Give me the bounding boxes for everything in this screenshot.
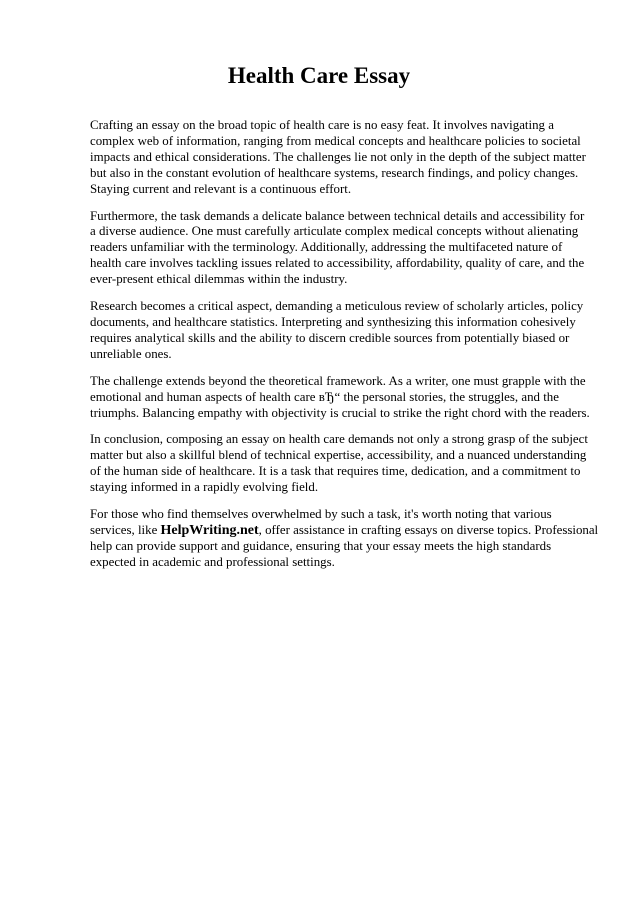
text-segment: , offer assistance in crafting essays on diverse topics. Professional (258, 522, 599, 537)
text-line: help can provide support and guidance, ensuring that your essay meets the high standards (90, 538, 552, 553)
paragraph-balance (90, 209, 600, 289)
paragraph-conclusion (90, 432, 600, 496)
text-line: For those who find themselves overwhelmed by such a task, it's worth noting that various (90, 507, 552, 522)
text-line: complex web of information, ranging from medical concepts and healthcare policies to societal (90, 133, 581, 148)
text-line: In conclusion, composing an essay on health care demands not only a strong grasp of the subject (90, 432, 588, 447)
paragraph-intro (90, 118, 600, 198)
text-line: unreliable ones. (90, 346, 172, 361)
paragraph-research (90, 299, 600, 363)
page-title: Health Care Essay (227, 63, 411, 88)
text-line: expected in academic and professional settings. (90, 554, 335, 569)
text-line: but also in the constant evolution of healthcare systems, research findings, and policy changes. (90, 165, 579, 180)
text-line: Research becomes a critical aspect, demanding a meticulous review of scholarly articles, policy (90, 299, 584, 314)
text-line: Furthermore, the task demands a delicate balance between technical details and accessibility for (90, 208, 585, 223)
text-segment: services, like (90, 522, 161, 537)
text-line: ever-present ethical dilemmas within the industry. (90, 272, 348, 287)
text-line: impacts and ethical considerations. The challenges lie not only in the depth of the subject matter (90, 149, 586, 164)
paragraph-challenge (90, 374, 600, 422)
text-line: The challenge extends beyond the theoretical framework. As a writer, one must grapple with the (90, 373, 586, 388)
text-line: readers unfamiliar with the terminology. Additionally, addressing the multifaceted nature of (90, 240, 563, 255)
text-line: Crafting an essay on the broad topic of health care is no easy feat. It involves navigating a (90, 118, 554, 132)
text-line: staying informed in a rapidly evolving field. (90, 480, 319, 495)
text-line: emotional and human aspects of health care вЂ“ the personal stories, the struggles, and the (90, 389, 559, 404)
text-line: a diverse audience. One must carefully articulate complex medical concepts without alienating (90, 224, 579, 239)
text-line: health care involves tackling issues related to accessibility, affordability, quality of care, and the (90, 256, 585, 271)
text-line: of the human side of healthcare. It is a task that requires time, dedication, and a commitment to (90, 464, 581, 479)
text-line-with-link (90, 523, 600, 539)
helpwriting-link[interactable]: HelpWriting.net (160, 522, 259, 538)
text-line: matter but also a skillful blend of technical expertise, accessibility, and a nuanced understanding (90, 448, 587, 463)
essay-body (90, 118, 600, 582)
text-line: documents, and healthcare statistics. Interpreting and synthesizing this information cohesively (90, 314, 576, 329)
paragraph-services (90, 507, 600, 571)
text-line: requires analytical skills and the ability to discern credible sources from potentially biased or (90, 330, 570, 345)
text-line: Staying current and relevant is a continuous effort. (90, 181, 352, 196)
text-line: triumphs. Balancing empathy with objectivity is crucial to strike the right chord with the readers. (90, 405, 590, 420)
